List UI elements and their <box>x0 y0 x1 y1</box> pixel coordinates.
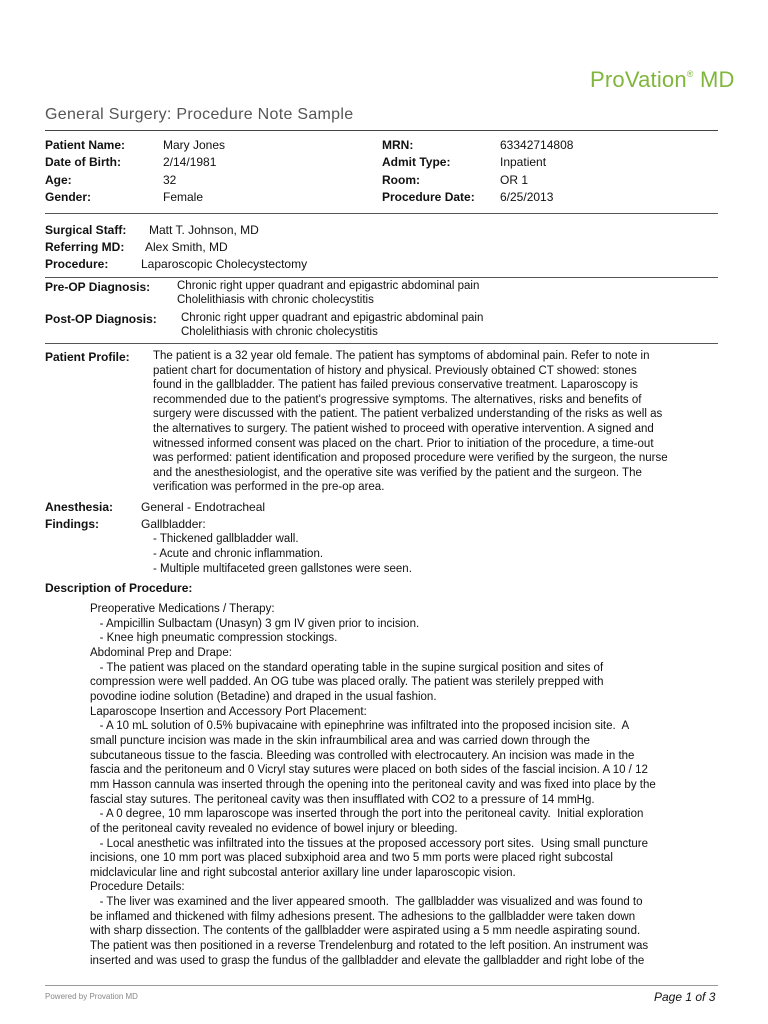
admit-type-value: Inpatient <box>500 155 547 169</box>
findings-label: Findings: <box>45 517 99 531</box>
staff-divider <box>45 277 718 278</box>
profile-line: patient chart for documentation of history and physical. Previously obtained CT showed: stones <box>153 364 637 377</box>
description-line: - A 10 mL solution of 0.5% bupivacaine with epinephrine was infiltrated into the proposed incision site. A <box>90 720 630 733</box>
description-line: mm Hasson cannula was inserted through the opening into the peritoneal cavity and was fixed into place by the <box>90 778 656 791</box>
document-title: General Surgery: Procedure Note Sample <box>45 106 354 123</box>
page-number: Page 1 of 3 <box>654 990 716 1004</box>
description-line: Procedure Details: <box>90 881 185 894</box>
provation-logo: ProVation® MD <box>590 67 735 92</box>
diagnosis-divider <box>45 343 718 344</box>
description-line: inserted and was used to grasp the fundus of the gallbladder and elevate the gallbladder and right lobe of the <box>90 954 645 967</box>
description-text <box>90 602 702 968</box>
postop-diagnosis-line: Cholelithiasis with chronic cholecystitis <box>181 326 378 338</box>
preop-diagnosis-line: Chronic right upper quadrant and epigastric abdominal pain <box>177 280 480 292</box>
profile-line: recommended due to the patient's progressive symptoms. The alternatives, risks and benefits of <box>153 393 642 406</box>
powered-by-text: Powered by Provation MD <box>45 992 138 1001</box>
patient-divider <box>45 213 718 214</box>
description-line: compression were well padded. An OG tube was placed orally. The patient was sterilely prepped with <box>90 676 604 689</box>
findings-line: Gallbladder: <box>141 517 206 531</box>
description-line: subcutaneous tissue to the fascia. Bleeding was controlled with electrocautery. An incision was made in the <box>90 749 635 762</box>
age-value: 32 <box>163 173 177 187</box>
title-divider <box>45 130 718 131</box>
footer-divider <box>45 985 718 986</box>
description-line: - Ampicillin Sulbactam (Unasyn) 3 gm IV given prior to incision. <box>90 617 420 630</box>
description-line: be inflamed and thickened with filmy adhesions present. The adhesions to the gallbladder were taken down <box>90 910 636 923</box>
description-line: incisions, one 10 mm port was placed subxiphoid area and two 5 mm ports were placed right subcostal <box>90 852 613 865</box>
room-value: OR 1 <box>500 173 529 187</box>
preop-diagnosis-label: Pre-OP Diagnosis: <box>45 280 151 294</box>
findings-line: - Acute and chronic inflammation. <box>153 548 324 560</box>
description-line: povodine iodine solution (Betadine) and draped in the usual fashion. <box>90 690 437 703</box>
description-line: Laparoscope Insertion and Accessory Port Placement: <box>90 705 367 718</box>
profile-line: The patient is a 32 year old female. The patient has symptoms of abdominal pain. Refer to note in <box>153 350 650 362</box>
description-line: - The liver was examined and the liver appeared smooth. The gallbladder was visualized and was found to <box>90 896 643 909</box>
profile-line: and the anesthesiologist, and the operative site was verified by the patient and the surgeon. The <box>153 466 642 479</box>
gender-label: Gender: <box>45 190 92 204</box>
findings-line: - Multiple multifaceted green gallstones were seen. <box>153 563 412 575</box>
procedure-value: Laparoscopic Cholecystectomy <box>141 257 308 271</box>
dob-label: Date of Birth: <box>45 155 121 169</box>
description-line: midclavicular line and right subcostal anterior axillary line under laparoscopic vision. <box>90 866 516 879</box>
admit-type-label: Admit Type: <box>382 155 451 169</box>
patient-profile-text <box>153 349 713 495</box>
profile-line: surgery were discussed with the patient. The patient verbalized understanding of the risks as well as <box>153 408 663 421</box>
mrn-label: MRN: <box>382 138 414 152</box>
mrn-value: 63342714808 <box>500 138 574 152</box>
description-line: with sharp dissection. The contents of the gallbladder were aspirated using a 5 mm needle aspirating sound. <box>90 925 641 938</box>
surgical-staff-value: Matt T. Johnson, MD <box>149 223 259 237</box>
description-line: fascial stay sutures. The peritoneal cavity was then insufflated with CO2 to a pressure of 14 mmHg. <box>90 793 595 806</box>
surgical-staff-label: Surgical Staff: <box>45 223 127 237</box>
procedure-label: Procedure: <box>45 257 109 271</box>
age-label: Age: <box>45 173 72 187</box>
description-line: - The patient was placed on the standard operating table in the supine surgical position and sites of <box>90 661 604 674</box>
gender-value: Female <box>163 190 204 204</box>
profile-line: found in the gallbladder. The patient has failed previous conservative treatment. Laparoscopy is <box>153 379 639 392</box>
description-line: The patient was then positioned in a reverse Trendelenburg and rotated to the left position. An instrument was <box>90 940 649 953</box>
referring-md-label: Referring MD: <box>45 240 125 254</box>
description-line: fascia and the peritoneum and 0 Vicryl stay sutures were placed on both sides of the fascial incision. A 10 / 12 <box>90 764 648 777</box>
patient-name-value: Mary Jones <box>163 138 226 152</box>
profile-line: verification was performed in the pre-op area. <box>153 481 385 494</box>
description-line: small puncture incision was made in the skin infraumbilical area and was carried down through the <box>90 734 590 747</box>
room-label: Room: <box>382 173 420 187</box>
description-line: Preoperative Medications / Therapy: <box>90 603 275 615</box>
dob-value: 2/14/1981 <box>163 155 217 169</box>
preop-diagnosis-line: Cholelithiasis with chronic cholecystitis <box>177 294 374 306</box>
profile-line: the alternatives to surgery. The patient wished to proceed with operative intervention. A signed and <box>153 422 654 435</box>
referring-md-value: Alex Smith, MD <box>145 240 228 254</box>
anesthesia-value: General - Endotracheal <box>141 500 266 514</box>
description-line: - A 0 degree, 10 mm laparoscope was inserted through the port into the peritoneal cavity. Initial exploration <box>90 808 644 821</box>
anesthesia-label: Anesthesia: <box>45 500 114 514</box>
description-line: - Knee high pneumatic compression stockings. <box>90 632 338 645</box>
patient-profile-label: Patient Profile: <box>45 350 130 364</box>
description-line: of the peritoneal cavity revealed no evidence of bowel injury or bleeding. <box>90 822 458 835</box>
postop-diagnosis-line: Chronic right upper quadrant and epigastric abdominal pain <box>181 312 484 324</box>
postop-diagnosis-label: Post-OP Diagnosis: <box>45 312 157 326</box>
description-label: Description of Procedure: <box>45 581 193 595</box>
procedure-date-value: 6/25/2013 <box>500 190 554 204</box>
profile-line: witnessed informed consent was placed on the chart. Prior to initiation of the procedure, a time-out <box>153 437 654 450</box>
findings-line: - Thickened gallbladder wall. <box>153 533 299 545</box>
description-line: Abdominal Prep and Drape: <box>90 646 232 659</box>
patient-name-label: Patient Name: <box>45 138 126 152</box>
procedure-date-label: Procedure Date: <box>382 190 475 204</box>
profile-line: was performed: patient identification and proposed procedure were verified by the surgeon, the nurse <box>153 452 668 465</box>
description-line: - Local anesthetic was infiltrated into the tissues at the proposed accessory port sites. Using small puncture <box>90 837 649 850</box>
